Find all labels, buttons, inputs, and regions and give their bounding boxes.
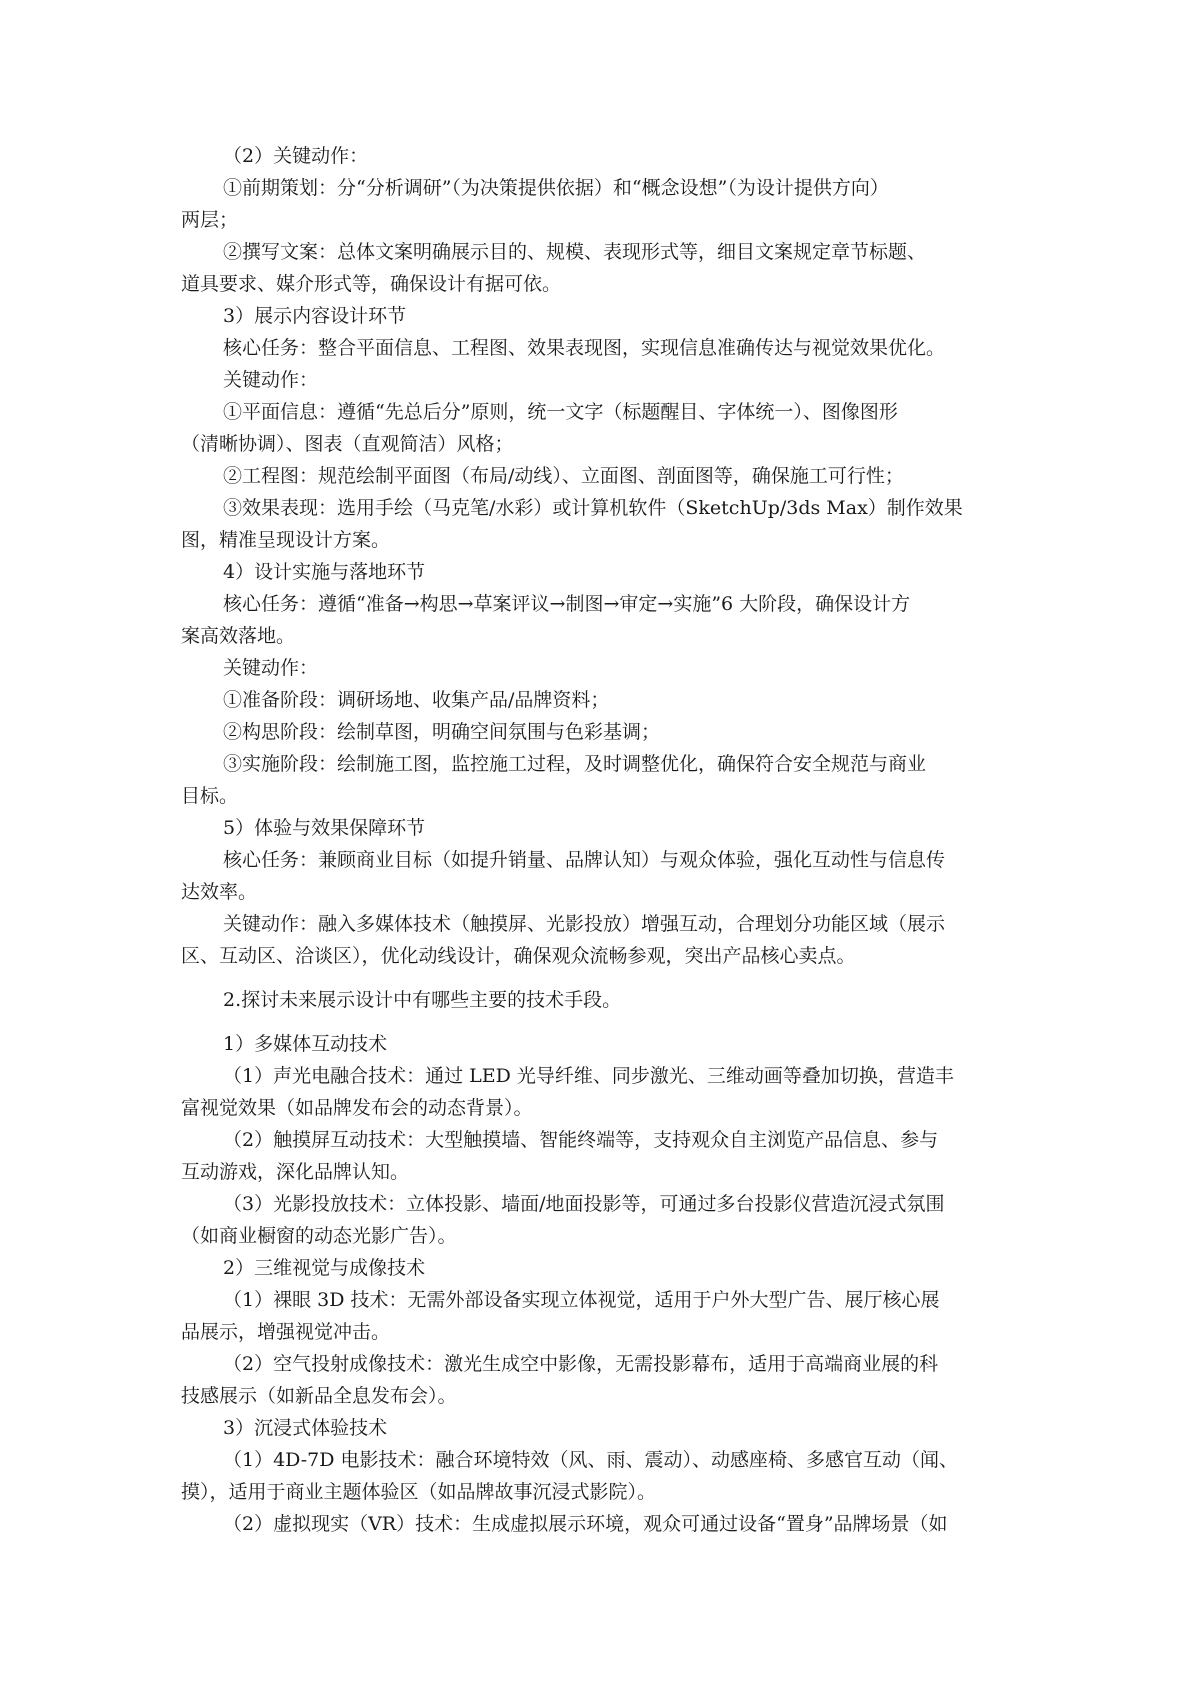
text-line: （如商业橱窗的动态光影广告）。 (181, 1225, 457, 1247)
text-line: 目标。 (181, 785, 239, 807)
text-line: （2）空气投射成像技术：激光生成空中影像，无需投影幕布，适用于高端商业展的科 (223, 1353, 939, 1375)
text-line: 道具要求、媒介形式等，确保设计有据可依。 (181, 273, 562, 295)
text-line: （1）裸眼 3D 技术：无需外部设备实现立体视觉，适用于户外大型广告、展厅核心展 (223, 1289, 940, 1311)
section-heading: 3）沉浸式体验技术 (223, 1417, 388, 1439)
text-line: （2）关键动作： (223, 145, 369, 167)
text-line: 两层； (181, 209, 239, 231)
text-line: （清晰协调）、图表（直观简洁）风格； (181, 433, 514, 455)
text-line: 技感展示（如新品全息发布会）。 (181, 1385, 457, 1407)
section-heading: 3）展示内容设计环节 (223, 305, 407, 327)
text-line: （3）光影投放技术：立体投影、墙面/地面投影等，可通过多台投影仪营造沉浸式氛围 (223, 1193, 945, 1215)
text-line: 关键动作： (223, 657, 319, 679)
text-line: 核心任务：遵循“准备→构思→草案评议→制图→审定→实施”6 大阶段，确保设计方 (223, 593, 911, 615)
text-line: 富视觉效果（如品牌发布会的动态背景）。 (181, 1097, 533, 1119)
text-line: （2）虚拟现实（VR）技术：生成虚拟展示环境，观众可通过设备“置身”品牌场景（如 (223, 1513, 948, 1535)
section-heading: 2）三维视觉与成像技术 (223, 1257, 426, 1279)
document-body (181, 140, 1013, 1540)
section-heading: 1）多媒体互动技术 (223, 1033, 388, 1055)
text-line: ①平面信息：遵循“先总后分”原则，统一文字（标题醒目、字体统一）、图像图形 (223, 401, 898, 423)
text-line: 关键动作： (223, 369, 319, 391)
text-line: ③效果表现：选用手绘（马克笔/水彩）或计算机软件（SketchUp/3ds Max）制作效果 (223, 497, 963, 519)
text-line: 品展示，增强视觉冲击。 (181, 1321, 391, 1343)
text-line: ②构思阶段：绘制草图，明确空间氛围与色彩基调； (223, 721, 661, 743)
question-heading: 2.探讨未来展示设计中有哪些主要的技术手段。 (223, 989, 622, 1011)
text-line: 摸），适用于商业主题体验区（如品牌故事沉浸式影院）。 (181, 1481, 657, 1503)
text-line: 互动游戏，深化品牌认知。 (181, 1161, 410, 1183)
section-heading: 5）体验与效果保障环节 (223, 817, 426, 839)
spacer (181, 972, 1013, 984)
text-line: ①准备阶段：调研场地、收集产品/品牌资料； (223, 689, 610, 711)
text-line: （1）4D-7D 电影技术：融合环境特效（风、雨、震动）、动感座椅、多感官互动（闻、 (223, 1449, 959, 1471)
text-line: 达效率。 (181, 881, 258, 903)
text-line: 关键动作：融入多媒体技术（触摸屏、光影投放）增强互动，合理划分功能区域（展示 (223, 913, 946, 935)
text-line: 核心任务：整合平面信息、工程图、效果表现图，实现信息准确传达与视觉效果优化。 (223, 337, 946, 359)
text-line: ②撰写文案：总体文案明确展示目的、规模、表现形式等，细目文案规定章节标题、 (223, 241, 927, 263)
text-line: 核心任务：兼顾商业目标（如提升销量、品牌认知）与观众体验，强化互动性与信息传 (223, 849, 946, 871)
text-line: 图，精准呈现设计方案。 (181, 529, 391, 551)
text-line: ③实施阶段：绘制施工图，监控施工过程，及时调整优化，确保符合安全规范与商业 (223, 753, 927, 775)
text-line: ①前期策划：分“分析调研”（为决策提供依据）和“概念设想”（为设计提供方向） (223, 177, 889, 199)
section-heading: 4）设计实施与落地环节 (223, 561, 426, 583)
spacer (181, 1016, 1013, 1028)
text-line: （1）声光电融合技术：通过 LED 光导纤维、同步激光、三维动画等叠加切换，营造丰 (223, 1065, 954, 1087)
text-line: ②工程图：规范绘制平面图（布局/动线）、立面图、剖面图等，确保施工可行性； (223, 465, 904, 487)
text-line: （2）触摸屏互动技术：大型触摸墙、智能终端等，支持观众自主浏览产品信息、参与 (223, 1129, 939, 1151)
text-line: 案高效落地。 (181, 625, 296, 647)
text-line: 区、互动区、洽谈区），优化动线设计，确保观众流畅参观，突出产品核心卖点。 (181, 945, 856, 967)
